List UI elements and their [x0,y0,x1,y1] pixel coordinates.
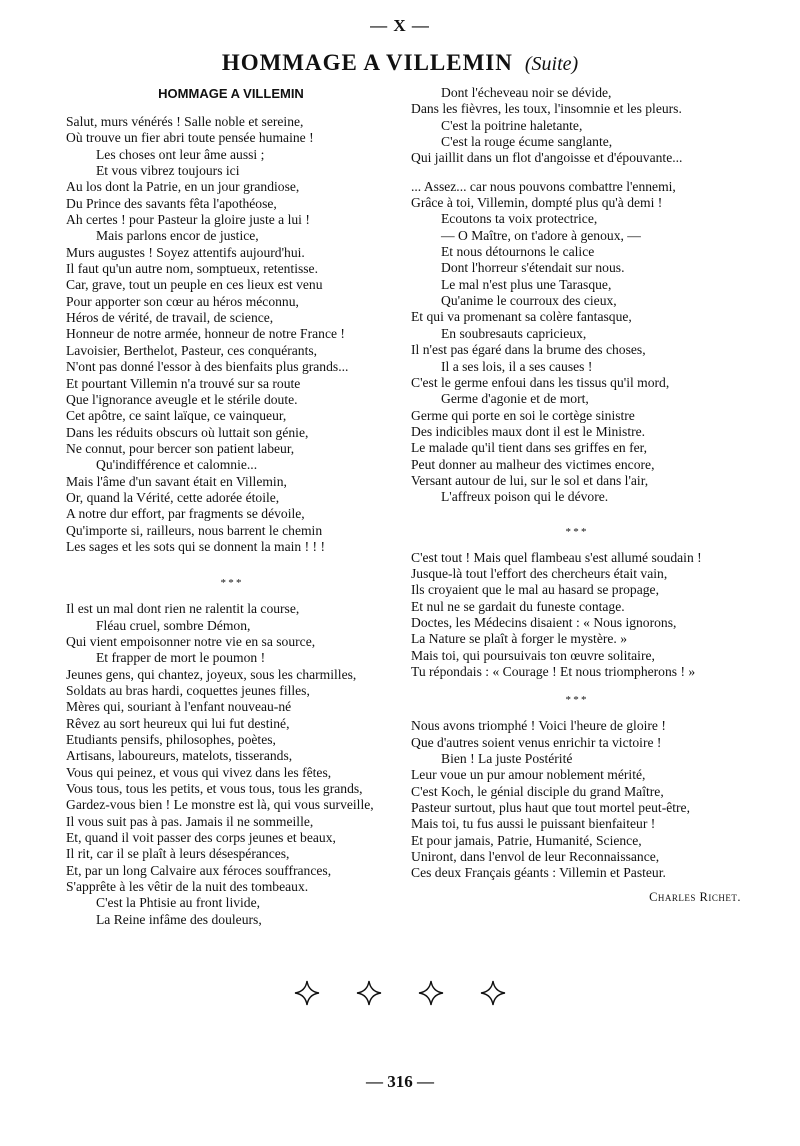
verse-line: C'est le germe enfoui dans les tissus qu'il mord, [411,374,670,390]
stanza-separator: * * * [565,694,587,707]
verse-line: Il faut qu'un autre nom, somptueux, retentisse. [66,261,318,277]
verse-line: Rêvez au sort heureux qui lui fut destiné, [66,715,290,731]
verse-line: Qu'indifférence et calomnie... [96,457,258,473]
verse-line: Bien ! La juste Postérité [441,751,573,767]
verse-line: Et frapper de mort le poumon ! [96,650,266,666]
verse-line: Artisans, laboureurs, matelots, tisserands, [66,748,293,764]
verse-line: Ne connut, pour bercer son patient labeur, [66,440,295,456]
verse-line: Ils croyaient que le mal au hasard se propage, [411,582,659,598]
verse-line: Et qui va promenant sa colère fantasque, [411,309,632,325]
verse-line: Que l'ignorance aveugle et le stérile doute. [66,391,298,407]
verse-line: C'est la Phtisie au front livide, [96,895,261,911]
verse-line: S'apprête à les vêtir de la nuit des tombeaux. [66,879,309,895]
stanza-separator: * * * [565,525,587,538]
verse-line: Mais toi, qui poursuivais ton œuvre solitaire, [411,647,655,663]
verse-line: Mais parlons encor de justice, [96,228,259,244]
stanza-1 [66,114,396,555]
verse-line: Et, quand il voit passer des corps jeunes et beaux, [66,830,336,846]
right-column [411,85,741,905]
page-number: — 316 — [366,1072,434,1091]
stanza-2 [66,601,396,928]
verse-line: Jeunes gens, qui chantez, joyeux, sous les charmilles, [66,666,357,682]
verse-line: Grâce à toi, Villemin, dompté plus qu'à demi ! [411,195,663,211]
star-ornament-icon [294,980,320,1006]
verse-line: Nous avons triomphé ! Voici l'heure de gloire ! [411,718,666,734]
star-ornament-icon [356,980,382,1006]
verse-line: Mères qui, souriant à l'enfant nouveau-né [66,699,292,715]
verse-line: N'ont pas donné l'essor à des bienfaits plus grands... [66,359,349,375]
verse-line: Et nous détournons le calice [441,244,595,260]
stanza-separator: * * * [220,577,242,590]
verse-line: Dans les fièvres, les toux, l'insomnie et les pleurs. [411,101,682,117]
verse-line: Les choses ont leur âme aussi ; [96,146,265,162]
verse-line: Mais toi, tu fus aussi le puissant bienfaiteur ! [411,816,656,832]
verse-line: C'est la rouge écume sanglante, [441,134,613,150]
verse-line: Vous tous, tous les petits, et vous tous, tous les grands, [66,781,363,797]
page-roman-numeral: — X — [370,16,430,35]
verse-line: — O Maître, on t'adore à genoux, — [441,227,641,243]
verse-line: A notre dur effort, par fragments se dévoile, [66,506,305,522]
verse-line: Et nul ne se gardait du funeste contage. [411,598,625,614]
stanza-3 [411,85,741,167]
star-ornament-icon [418,980,444,1006]
article-title [0,50,800,76]
verse-line: Etudiants pensifs, philosophes, poètes, [66,732,276,748]
verse-line: Où trouve un fier abri toute pensée humaine ! [66,130,314,146]
verse-line: Qu'anime le courroux des cieux, [441,293,617,309]
verse-line: L'affreux poison qui le dévore. [441,489,609,505]
verse-line: Pasteur surtout, plus haut que tout mortel peut-être, [411,800,690,816]
verse-line: Pour apporter son cœur au héros méconnu, [66,293,299,309]
verse-line: Lavoisier, Berthelot, Pasteur, ces conquérants, [66,342,318,358]
left-column [66,85,396,928]
verse-line: Il est un mal dont rien ne ralentit la course, [66,601,300,617]
verse-line: Dans les réduits obscurs où luttait son génie, [66,424,309,440]
verse-line: ... Assez... car nous pouvons combattre l'ennemi, [411,178,676,194]
verse-line: Fléau cruel, sombre Démon, [96,617,251,633]
verse-line: Peut donner au malheur des victimes encore, [411,456,655,472]
verse-line: Honneur de notre armée, honneur de notre France ! [66,326,345,342]
verse-line: Uniront, dans l'envol de leur Reconnaissance, [411,849,660,865]
verse-line: Ecoutons ta voix protectrice, [441,211,598,227]
verse-line: Vous qui peinez, et vous qui vivez dans les fêtes, [66,764,332,780]
verse-line: Gardez-vous bien ! Le monstre est là, qui vous surveille, [66,797,374,813]
verse-line: Les sages et les sots qui se donnent la main ! ! ! [66,538,325,554]
verse-line: Car, grave, tout un peuple en ces lieux est venu [66,277,323,293]
verse-line: C'est tout ! Mais quel flambeau s'est allumé soudain ! [411,549,702,565]
verse-line: Qu'importe si, railleurs, nous barrent le chemin [66,522,323,538]
star-ornament-icon [480,980,506,1006]
stanza-6 [411,718,741,881]
verse-line: Or, quand la Vérité, cette adorée étoile, [66,489,280,505]
verse-line: Et vous vibrez toujours ici [96,163,240,179]
verse-line: Le malade qu'il tient dans ses griffes en fer, [411,440,648,456]
verse-line: Du Prince des savants fêta l'apothéose, [66,195,277,211]
verse-line: Le mal n'est plus une Tarasque, [441,276,612,292]
verse-line: C'est Koch, le génial disciple du grand Maître, [411,783,664,799]
verse-line: Et, par un long Calvaire aux féroces souffrances, [66,862,332,878]
decorative-ornaments [0,980,800,1006]
title-main: HOMMAGE A VILLEMIN [221,50,513,75]
verse-line: Ces deux Français géants : Villemin et Pasteur. [411,865,666,881]
stanza-5 [411,550,741,681]
verse-line: Dont l'horreur s'étendait sur nous. [441,260,625,276]
verse-line: Et pour jamais, Patrie, Humanité, Science, [411,832,642,848]
verse-line: Et pourtant Villemin n'a trouvé sur sa route [66,375,301,391]
verse-line: Qui jaillit dans un flot d'angoisse et d'épouvante... [411,150,683,166]
verse-line: Soldats au bras hardi, coquettes jeunes filles, [66,683,310,698]
verse-line: C'est la poitrine haletante, [441,117,583,133]
verse-line: Qui vient empoisonner notre vie en sa source, [66,633,316,649]
verse-line: Ah certes ! pour Pasteur la gloire juste a lui ! [66,212,310,228]
verse-line: Murs augustes ! Soyez attentifs aujourd'hui. [66,244,305,260]
verse-line: Dont l'écheveau noir se dévide, [441,85,612,100]
verse-line: Il n'est pas égaré dans la brume des choses, [411,342,646,358]
author-signature: Charles Richet. [649,889,741,904]
verse-line: Jusque-là tout l'effort des chercheurs était vain, [411,565,668,581]
verse-line: Germe d'agonie et de mort, [441,391,589,407]
verse-line: Héros de vérité, de travail, de science, [66,310,274,326]
verse-line: Des indicibles maux dont il est le Ministre. [411,423,646,439]
verse-line: Au los dont la Patrie, en un jour grandiose, [66,179,300,195]
verse-line: Il a ses lois, il a ses causes ! [441,358,593,374]
verse-line: Il vous suit pas à pas. Jamais il ne sommeille, [66,813,314,829]
verse-line: Tu répondais : « Courage ! Et nous triompherons ! » [411,664,696,679]
verse-line: Cet apôtre, ce saint laïque, ce vainqueur, [66,408,287,424]
verse-line: Versant autour de lui, sur le sol et dans l'air, [411,472,649,488]
stanza-4 [411,179,741,506]
verse-line: Leur voue un pur amour noblement mérité, [411,767,646,783]
title-suite: (Suite) [524,53,579,75]
verse-line: Mais l'âme d'un savant était en Villemin, [66,473,287,489]
verse-line: Doctes, les Médecins disaient : « Nous ignorons, [411,614,677,630]
verse-line: Germe qui porte en soi le cortège sinistre [411,407,635,423]
verse-line: La Reine infâme des douleurs, [96,911,262,927]
poem-subtitle: HOMMAGE A VILLEMIN [158,86,304,101]
verse-line: Que d'autres soient venus enrichir ta victoire ! [411,734,662,750]
verse-line: En soubresauts capricieux, [441,325,587,341]
verse-line: La Nature se plaît à forger le mystère. » [411,631,628,647]
verse-line: Il rit, car il se plaît à leurs désespérances, [66,846,290,862]
verse-line: Salut, murs vénérés ! Salle noble et sereine, [66,114,304,129]
